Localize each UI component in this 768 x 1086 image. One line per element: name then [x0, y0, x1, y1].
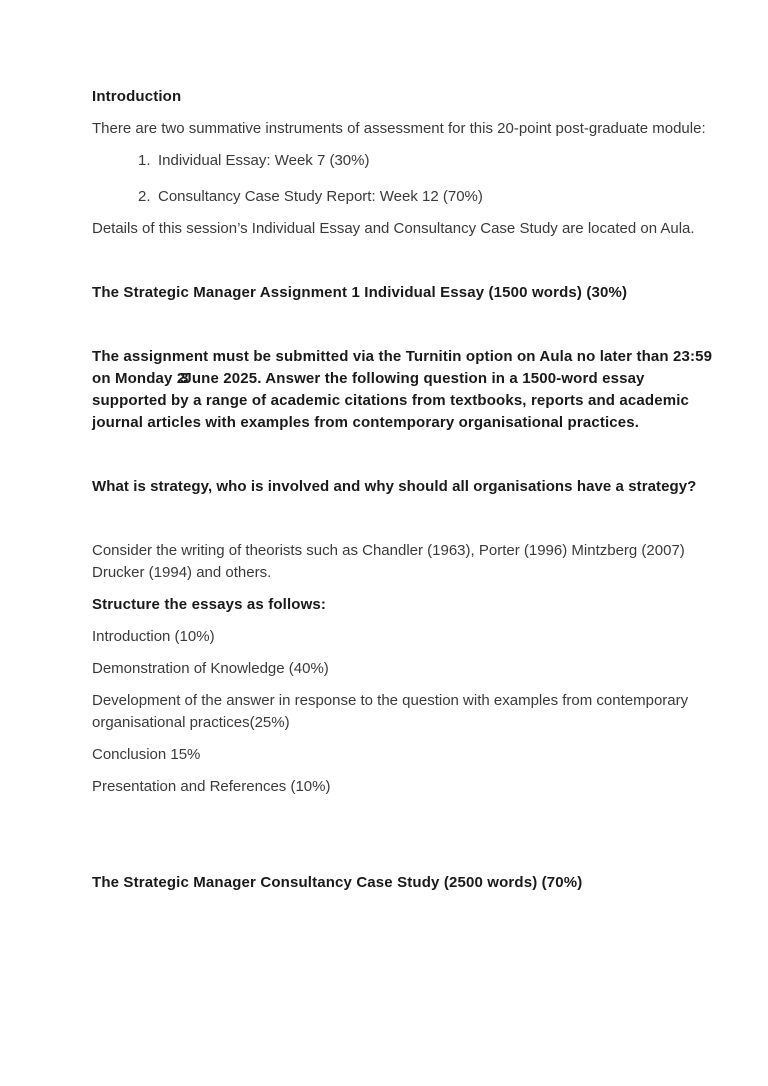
assessment-instruments-list	[92, 150, 740, 208]
assignment-1-heading: The Strategic Manager Assignment 1 Individual Essay (1500 words) (30%)	[92, 283, 628, 301]
structure-item-introduction: Introduction (10%)	[92, 627, 215, 645]
list-item: Consultancy Case Study Report: Week 12 (70%)	[158, 187, 483, 205]
section-spacer	[92, 508, 740, 540]
introduction-paragraph: There are two summative instruments of assessment for this 20-point post-graduate module:	[92, 119, 706, 137]
structure-item-conclusion: Conclusion 15%	[92, 745, 201, 763]
introduction-heading: Introduction	[92, 88, 182, 105]
submission-instructions-part-1: The assignment must be submitted via the Turnitin option on Aula no later than 23:59 on Monday	[92, 347, 713, 387]
structure-item-demonstration: Demonstration of Knowledge (40%)	[92, 659, 329, 677]
section-spacer	[92, 314, 740, 346]
structure-heading: Structure the essays as follows:	[92, 596, 327, 614]
structure-item-development: Development of the answer in response to the question with examples from contemporary organisational practices(25%)	[92, 691, 689, 731]
theorists-paragraph: Consider the writing of theorists such as Chandler (1963), Porter (1996) Mintzberg (2007) Drucker (1994) and others.	[92, 541, 685, 581]
submission-instructions-part-2: June 2025. Answer the following question in a 1500-word essay supported by a range of academic citations from textbooks, reports and academic journal articles with examples from contemporary organisational practices.	[92, 369, 690, 431]
section-spacer-large	[92, 808, 740, 872]
submission-instructions	[92, 346, 720, 434]
section-spacer	[92, 444, 740, 476]
section-spacer	[92, 250, 740, 282]
structure-item-presentation: Presentation and References (10%)	[92, 778, 331, 795]
introduction-closing-paragraph: Details of this session’s Individual Essay and Consultancy Case Study are located on Aula.	[92, 219, 695, 237]
assignment-2-heading: The Strategic Manager Consultancy Case Study (2500 words) (70%)	[92, 874, 583, 892]
document-body	[92, 86, 740, 894]
submission-due-date: 23	[176, 369, 184, 387]
list-item: Individual Essay: Week 7 (30%)	[158, 151, 370, 169]
essay-question-heading: What is strategy, who is involved and why should all organisations have a strategy?	[92, 477, 697, 495]
